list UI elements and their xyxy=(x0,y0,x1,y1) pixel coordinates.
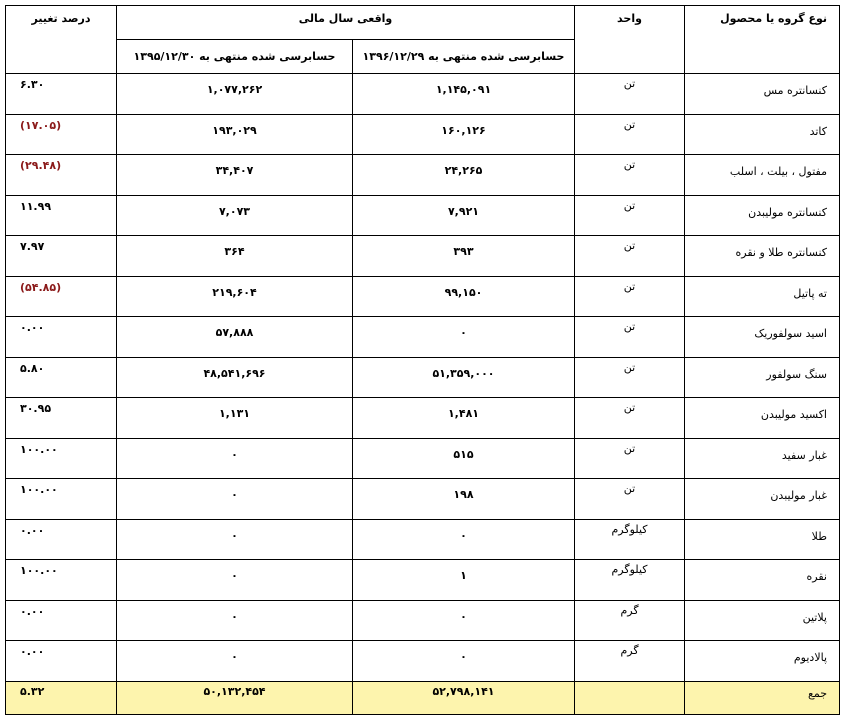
product-name-cell: ته پاتيل xyxy=(685,276,840,317)
value-1395-cell: ۰ xyxy=(117,560,353,601)
value-1396-cell: ۱ xyxy=(353,560,575,601)
unit-cell: تن xyxy=(575,114,685,155)
total-label-cell: جمع xyxy=(685,681,840,714)
change-percent-cell: ۳۰.۹۵ xyxy=(6,398,117,439)
value-1396-cell: ۷,۹۲۱ xyxy=(353,195,575,236)
value-1395-cell: ۳۴,۴۰۷ xyxy=(117,155,353,196)
product-name-cell: مفتول ، بيلت ، اسلب xyxy=(685,155,840,196)
value-1395-cell: ۰ xyxy=(117,519,353,560)
production-table-container xyxy=(5,5,839,700)
product-name-cell: نقره xyxy=(685,560,840,601)
table-row xyxy=(6,398,840,439)
change-percent-cell: ۶.۳۰ xyxy=(6,74,117,115)
total-change-cell: ۵.۳۲ xyxy=(6,681,117,714)
value-1396-cell: ۱۹۸ xyxy=(353,479,575,520)
table-row xyxy=(6,438,840,479)
product-name-cell: كنسانتره موليبدن xyxy=(685,195,840,236)
value-1395-cell: ۲۱۹,۶۰۴ xyxy=(117,276,353,317)
product-name-cell: اسيد سولفوريک xyxy=(685,317,840,358)
total-1395-cell: ۵۰,۱۳۲,۴۵۴ xyxy=(117,681,353,714)
table-row xyxy=(6,519,840,560)
total-1396-cell: ۵۲,۷۹۸,۱۴۱ xyxy=(353,681,575,714)
value-1396-cell: ۰ xyxy=(353,317,575,358)
value-1396-cell: ۲۴,۲۶۵ xyxy=(353,155,575,196)
value-1395-cell: ۱۹۳,۰۲۹ xyxy=(117,114,353,155)
header-actual-fiscal: واقعی سال مالی xyxy=(117,6,575,40)
table-row xyxy=(6,195,840,236)
table-row xyxy=(6,155,840,196)
value-1396-cell: ۱,۱۴۵,۰۹۱ xyxy=(353,74,575,115)
change-percent-cell: ۵.۸۰ xyxy=(6,357,117,398)
table-body xyxy=(6,74,840,715)
table-row xyxy=(6,317,840,358)
unit-cell: گرم xyxy=(575,600,685,641)
change-percent-cell: ۰.۰۰ xyxy=(6,519,117,560)
unit-cell: تن xyxy=(575,317,685,358)
value-1396-cell: ۵۱۵ xyxy=(353,438,575,479)
product-name-cell: كنسانتره طلا و نقره xyxy=(685,236,840,277)
product-name-cell: اكسيد موليبدن xyxy=(685,398,840,439)
value-1395-cell: ۰ xyxy=(117,600,353,641)
product-name-cell: غبار سفيد xyxy=(685,438,840,479)
total-row xyxy=(6,681,840,714)
total-unit-cell xyxy=(575,681,685,714)
product-name-cell: كاتد xyxy=(685,114,840,155)
unit-cell: تن xyxy=(575,195,685,236)
product-name-cell: سنگ سولفور xyxy=(685,357,840,398)
value-1395-cell: ۰ xyxy=(117,438,353,479)
product-name-cell: كنسانتره مس xyxy=(685,74,840,115)
change-percent-cell: ۱۱.۹۹ xyxy=(6,195,117,236)
unit-cell: تن xyxy=(575,236,685,277)
header-change-percent: درصد تغيير xyxy=(6,6,117,74)
value-1396-cell: ۰ xyxy=(353,600,575,641)
table-row xyxy=(6,479,840,520)
value-1395-cell: ۴۸,۵۴۱,۶۹۶ xyxy=(117,357,353,398)
unit-cell: تن xyxy=(575,357,685,398)
change-percent-cell: ۰.۰۰ xyxy=(6,600,117,641)
value-1396-cell: ۳۹۳ xyxy=(353,236,575,277)
table-row xyxy=(6,236,840,277)
header-audited-1395: حسابرسی شده منتهی به ۱۳۹۵/۱۲/۳۰ xyxy=(117,40,353,74)
value-1396-cell: ۵۱,۳۵۹,۰۰۰ xyxy=(353,357,575,398)
table-row xyxy=(6,641,840,682)
unit-cell: تن xyxy=(575,74,685,115)
change-percent-cell: ۰.۰۰ xyxy=(6,317,117,358)
value-1396-cell: ۱,۴۸۱ xyxy=(353,398,575,439)
unit-cell: تن xyxy=(575,276,685,317)
change-percent-cell: ۷.۹۷ xyxy=(6,236,117,277)
change-percent-cell: ۱۰۰.۰۰ xyxy=(6,438,117,479)
value-1396-cell: ۰ xyxy=(353,641,575,682)
value-1395-cell: ۱,۰۷۷,۲۶۲ xyxy=(117,74,353,115)
table-row xyxy=(6,357,840,398)
header-audited-1396: حسابرسی شده منتهی به ۱۳۹۶/۱۲/۲۹ xyxy=(353,40,575,74)
value-1395-cell: ۷,۰۷۳ xyxy=(117,195,353,236)
product-name-cell: غبار موليبدن xyxy=(685,479,840,520)
table-row xyxy=(6,74,840,115)
header-unit: واحد xyxy=(575,6,685,74)
product-name-cell: پالاديوم xyxy=(685,641,840,682)
value-1395-cell: ۵۷,۸۸۸ xyxy=(117,317,353,358)
unit-cell: تن xyxy=(575,479,685,520)
value-1395-cell: ۰ xyxy=(117,479,353,520)
unit-cell: تن xyxy=(575,438,685,479)
table-row xyxy=(6,560,840,601)
value-1396-cell: ۱۶۰,۱۲۶ xyxy=(353,114,575,155)
header-product: نوع گروه يا محصول xyxy=(685,6,840,74)
value-1395-cell: ۳۶۴ xyxy=(117,236,353,277)
change-percent-cell: (۱۷.۰۵) xyxy=(6,114,117,155)
table-row xyxy=(6,600,840,641)
change-percent-cell: ۱۰۰.۰۰ xyxy=(6,479,117,520)
unit-cell: گرم xyxy=(575,641,685,682)
change-percent-cell: (۵۴.۸۵) xyxy=(6,276,117,317)
value-1396-cell: ۰ xyxy=(353,519,575,560)
unit-cell: تن xyxy=(575,398,685,439)
change-percent-cell: ۰.۰۰ xyxy=(6,641,117,682)
production-comparison-table xyxy=(5,5,840,715)
value-1395-cell: ۱,۱۳۱ xyxy=(117,398,353,439)
change-percent-cell: (۲۹.۴۸) xyxy=(6,155,117,196)
unit-cell: كيلوگرم xyxy=(575,519,685,560)
table-row xyxy=(6,276,840,317)
value-1395-cell: ۰ xyxy=(117,641,353,682)
change-percent-cell: ۱۰۰.۰۰ xyxy=(6,560,117,601)
table-row xyxy=(6,114,840,155)
unit-cell: كيلوگرم xyxy=(575,560,685,601)
product-name-cell: پلاتين xyxy=(685,600,840,641)
product-name-cell: طلا xyxy=(685,519,840,560)
value-1396-cell: ۹۹,۱۵۰ xyxy=(353,276,575,317)
unit-cell: تن xyxy=(575,155,685,196)
